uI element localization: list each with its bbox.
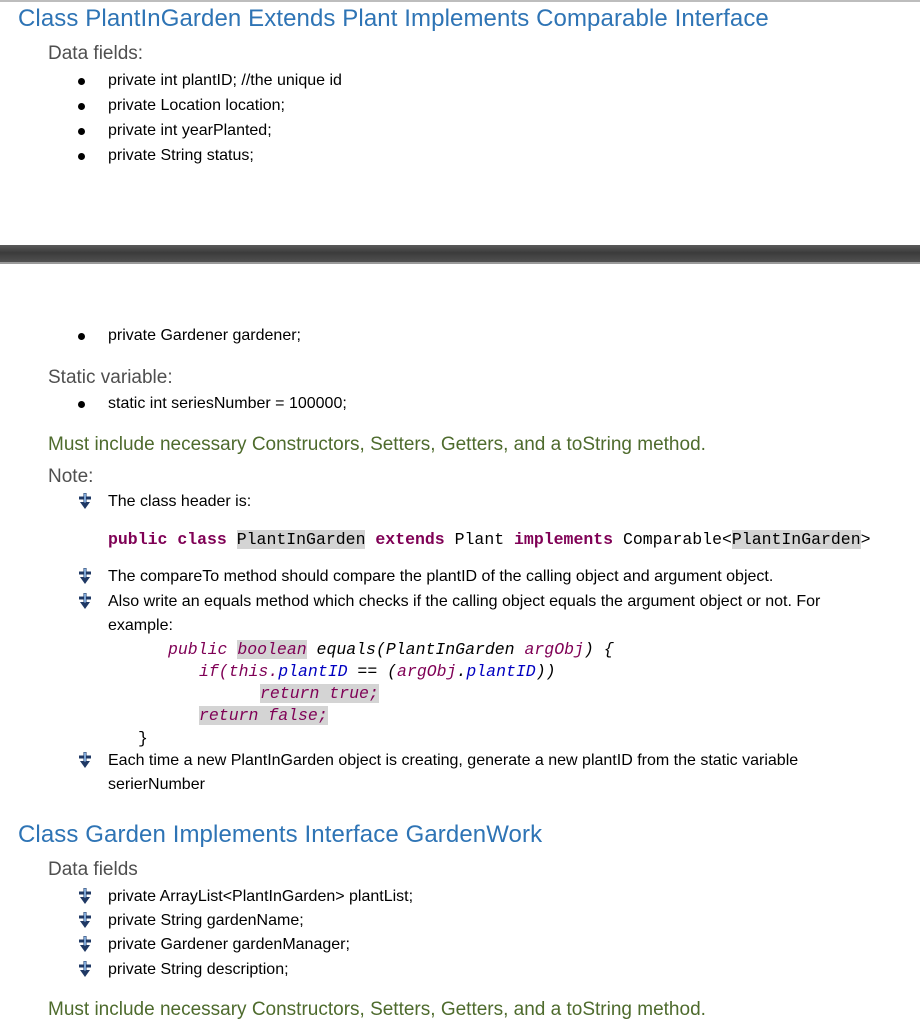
data-fields-heading: Data fields: (48, 43, 144, 64)
note-item-continuation: example: (108, 617, 173, 634)
list-item: private ArrayList<PlantInGarden> plantList; (108, 888, 413, 906)
plus-arrow-bullet-icon (78, 887, 92, 905)
static-variable-heading: Static variable: (48, 367, 173, 388)
list-item: private Location location; (108, 97, 285, 115)
list-item: static int seriesNumber = 100000; (108, 395, 347, 413)
top-border (0, 0, 920, 2)
section-title-garden: Class Garden Implements Interface GardenWork (18, 821, 543, 848)
code-line: if(this.plantID == (argObj.plantID)) (199, 662, 556, 681)
plus-arrow-bullet-icon (78, 911, 92, 929)
plus-arrow-bullet-icon (78, 935, 92, 953)
bullet-dot-icon (78, 103, 85, 110)
list-item: private Gardener gardener; (108, 327, 301, 345)
plus-arrow-bullet-icon (78, 567, 92, 585)
note-item-continuation: serierNumber (108, 776, 205, 793)
note-item: Also write an equals method which checks if the calling object equals the argument object or not. For (108, 593, 820, 611)
code-line: return false; (199, 706, 328, 725)
data-fields-heading: Data fields (48, 859, 138, 880)
page-break-divider (0, 245, 920, 264)
code-closing-brace: } (138, 729, 148, 748)
list-item: private Gardener gardenManager; (108, 936, 350, 954)
note-item: Each time a new PlantInGarden object is creating, generate a new plantID from the static variable (108, 752, 798, 770)
must-include-text: Must include necessary Constructors, Setters, Getters, and a toString method. (48, 999, 706, 1020)
code-line: return true; (260, 684, 379, 703)
must-include-text: Must include necessary Constructors, Setters, Getters, and a toString method. (48, 434, 706, 455)
list-item: private String gardenName; (108, 912, 304, 930)
note-item: The class header is: (108, 493, 251, 511)
bullet-dot-icon (78, 153, 85, 160)
plus-arrow-bullet-icon (78, 751, 92, 769)
code-line: public boolean equals(PlantInGarden argObj) { (168, 640, 614, 659)
bullet-dot-icon (78, 333, 85, 340)
list-item: private String description; (108, 961, 289, 979)
list-item: private int yearPlanted; (108, 122, 272, 140)
list-item: private String status; (108, 147, 254, 165)
list-item: private int plantID; //the unique id (108, 72, 342, 90)
note-item: The compareTo method should compare the plantID of the calling object and argument object. (108, 568, 773, 586)
section-title-plantingarden: Class PlantInGarden Extends Plant Implements Comparable Interface (18, 5, 769, 32)
class-header-code: public class PlantInGarden extends Plant implements Comparable<PlantInGarden> (108, 530, 871, 549)
plus-arrow-bullet-icon (78, 592, 92, 610)
bullet-dot-icon (78, 401, 85, 408)
bullet-dot-icon (78, 128, 85, 135)
bullet-dot-icon (78, 78, 85, 85)
note-heading: Note: (48, 466, 94, 487)
plus-arrow-bullet-icon (78, 492, 92, 510)
plus-arrow-bullet-icon (78, 960, 92, 978)
